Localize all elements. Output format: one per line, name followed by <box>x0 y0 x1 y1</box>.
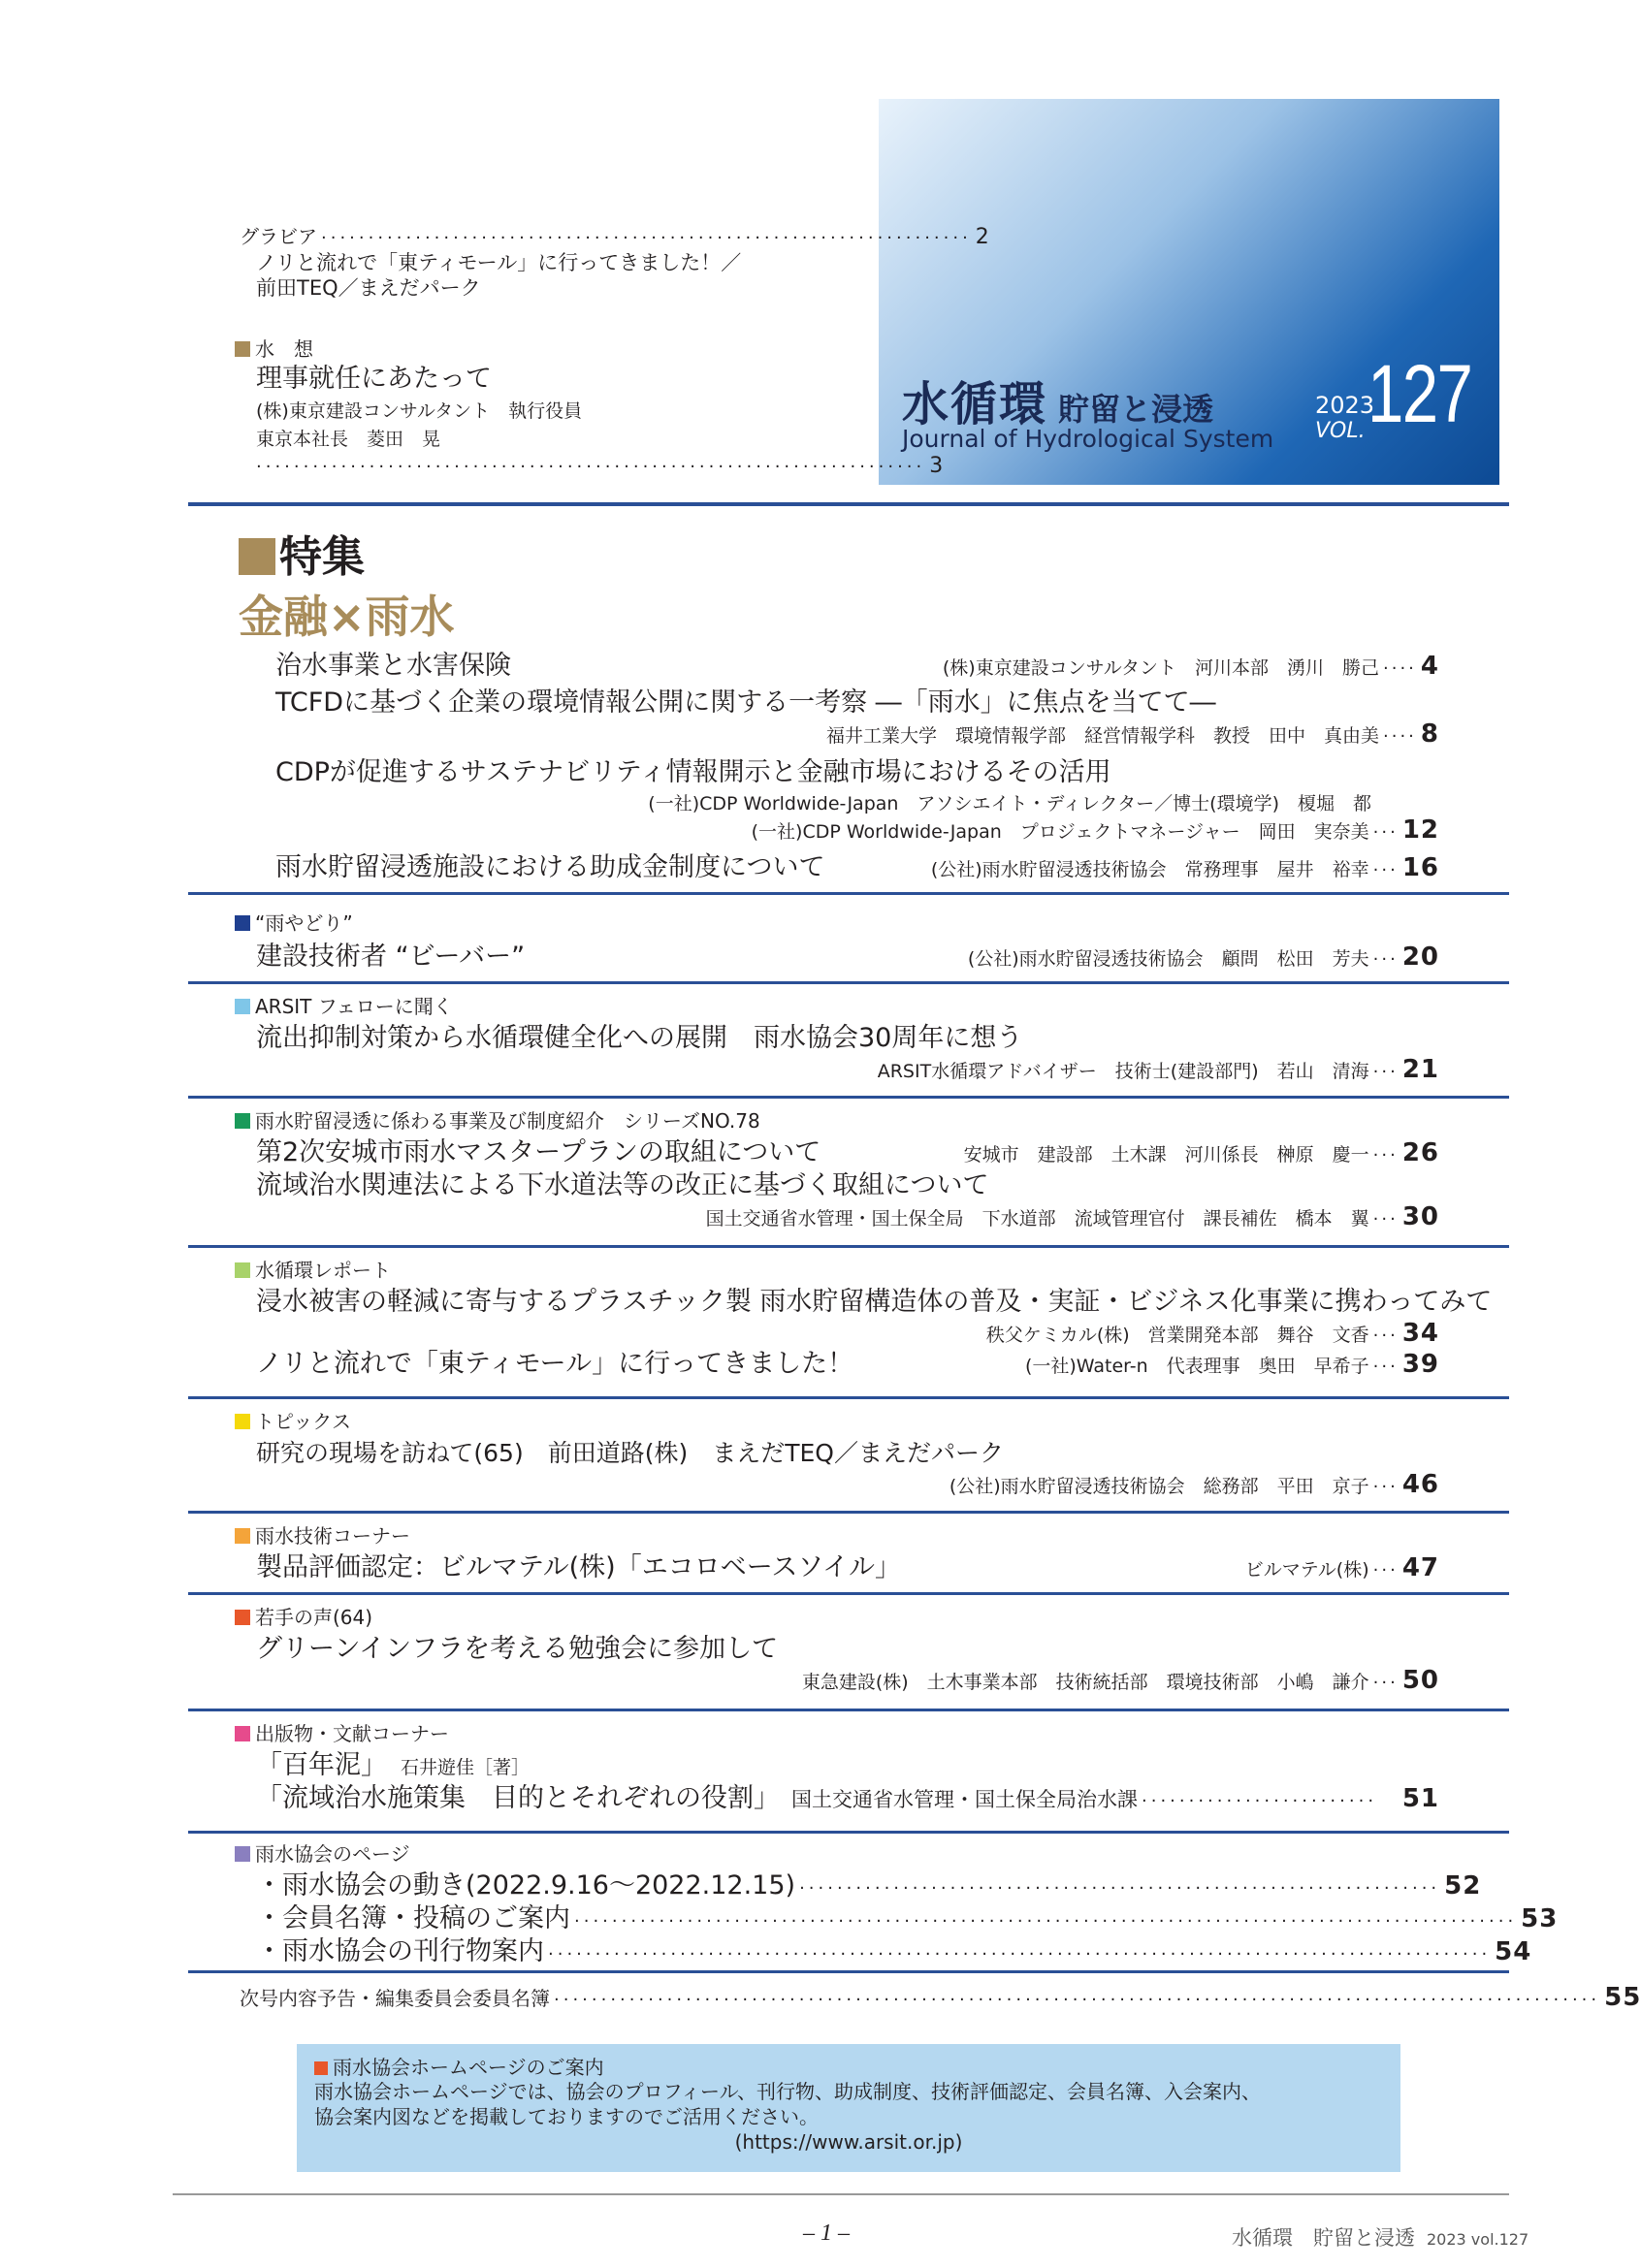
assoc-item[interactable]: ・雨水協会の刊行物案内 ···································································································· 54 <box>256 1936 1532 1966</box>
section-divider <box>188 1511 1509 1514</box>
section-divider <box>188 1096 1509 1099</box>
homepage-url[interactable]: (https://www.arsit.or.jp) <box>734 2130 963 2154</box>
section-divider <box>188 1245 1509 1248</box>
section-association[interactable]: 雨水協会のページ ・雨水協会の動き(2022.9.16〜2022.12.15) ···································································· 52 ・会員名簿・投稿のご案内 ···································································································· 53 ・雨水協会の刊行物案内 ···································································································· 54 <box>235 1842 1439 1968</box>
purple-square-icon <box>235 1846 250 1862</box>
red-square-icon <box>235 1610 250 1625</box>
section-arsit-fellow[interactable]: ARSIT フェローに聞く 流出抑制対策から水循環健全化への展開 雨水協会30周年に想う ARSIT水循環アドバイザー 技術士(建設部門) 若山 清海 ··· 21 <box>235 995 1439 1084</box>
homepage-notice: 雨水協会ホームページのご案内 雨水協会ホームページでは、協会のプロフィール、刊行物、助成制度、技術評価認定、会員名簿、入会案内、 協会案内図などを掲載しておりますのでご活用ください。 (https://www.arsit.or.jp) <box>297 2044 1400 2172</box>
journal-title: 水循環 貯留と浸透 <box>902 377 1214 431</box>
assoc-item[interactable]: ・雨水協会の動き(2022.9.16〜2022.12.15) ···································································· 52 <box>256 1870 1482 1901</box>
lightblue-square-icon <box>235 999 250 1014</box>
vol-label: VOL. <box>1315 419 1366 443</box>
section-next-issue[interactable]: 次号内容予告・編集委員会委員名簿 ··············································································································· 55 <box>240 1983 1641 2012</box>
section-divider <box>188 981 1509 984</box>
lime-square-icon <box>235 1262 250 1278</box>
orange-square-icon <box>235 1528 250 1544</box>
feature-article-1[interactable]: 治水事業と水害保険 (株)東京建設コンサルタント 河川本部 湧川 勝己 ···· 4 <box>275 651 1439 681</box>
section-divider <box>188 1831 1509 1834</box>
vol-number: 127 <box>1368 348 1472 439</box>
feature-article-2[interactable]: TCFDに基づく企業の環境情報公開に関する一考察 ―「雨水」に焦点を当てて― 福井工業大学 環境情報学部 経営情報学科 教授 田中 真由美 ···· 8 <box>275 687 1439 749</box>
feature-article-3[interactable]: CDPが促進するサステナビリティ情報開示と金融市場におけるその活用 (一社)CDP Worldwide-Japan アソシエイト・ディレクター／博士(環境学) 榎堀 都 (一社)CDP Worldwide-Japan プロジェクトマネージャー 岡田 実奈美 ··· 12 <box>275 757 1439 845</box>
section-divider <box>188 1709 1509 1711</box>
section-series[interactable]: 雨水貯留浸透に係わる事業及び制度紹介 シリーズNO.78 第2次安城市雨水マスタープランの取組について 安城市 建設部 土木課 河川係長 榊原 慶一 ··· 26 流域治水関連法による下水道法等の改正に基づく取組について 国土交通省水管理・国土保全局 下水道部 流域管理官付 課長補佐 橋本 翼 ··· 30 <box>235 1109 1439 1231</box>
brown-square-icon <box>235 341 250 357</box>
green-square-icon <box>235 1113 250 1129</box>
yellow-square-icon <box>235 1414 250 1429</box>
feature-article-4[interactable]: 雨水貯留浸透施設における助成金制度について (公社)雨水貯留浸透技術協会 常務理事 屋井 裕幸 ··· 16 <box>275 852 1439 882</box>
orange-square-icon <box>314 2061 328 2075</box>
assoc-item[interactable]: ・会員名簿・投稿のご案内 ···································································································· 53 <box>256 1903 1559 1933</box>
section-publications[interactable]: 出版物・文献コーナー 「百年泥」 石井遊佳［著］ 「流域治水施策集 目的とそれぞれの役割」 国土交通省水管理・国土保全局治水課 ························· 51 <box>235 1722 1439 1815</box>
pink-square-icon <box>235 1726 250 1741</box>
section-divider <box>188 1396 1509 1399</box>
issue-year: 2023 <box>1315 392 1375 419</box>
footer-journal-title: 水循環 貯留と浸透 2023 vol.127 <box>1232 2226 1529 2250</box>
section-divider <box>188 1970 1509 1973</box>
footer-page-number: – 1 – <box>803 2220 850 2246</box>
feature-theme: 金融×雨水 <box>239 591 455 643</box>
section-topics[interactable]: トピックス 研究の現場を訪ねて(65) 前田道路(株) まえだTEQ／まえだパーク (公社)雨水貯留浸透技術協会 総務部 平田 京子 ··· 46 <box>235 1410 1439 1499</box>
section-divider <box>188 892 1509 895</box>
footer-rule <box>173 2193 1509 2195</box>
section-amayadori[interactable]: “雨やどり” 建設技術者 “ビーバー” (公社)雨水貯留浸透技術協会 顧問 松田 芳夫 ··· 20 <box>235 911 1439 974</box>
gravure-entry[interactable]: グラビア ····································································· 2 ノリと流れで「東ティモール」に行ってきました！／ 前田TEQ／まえだパーク <box>240 225 989 300</box>
section-divider <box>188 1592 1509 1595</box>
navy-square-icon <box>235 915 250 931</box>
section-report[interactable]: 水循環レポート 浸水被害の軽減に寄与するプラスチック製 雨水貯留構造体の普及・実証・ビジネス化事業に携わってみて 秩父ケミカル(株) 営業開発本部 舞谷 文香 ··· 34 ノリと流れで「東ティモール」に行ってきました！ (一社)Water-n 代表理事 奥田 早希子 ··· 39 <box>235 1259 1439 1381</box>
suiso-entry[interactable]: 水 想 理事就任にあたって (株)東京建設コンサルタント 執行役員 東京本社長 菱田 晃 ······································································· 3 <box>235 337 802 478</box>
section-tech-corner[interactable]: 雨水技術コーナー 製品評価認定：ビルマテル(株)「エコロベースソイル」 ビルマテル(株) ··· 47 <box>235 1524 1439 1584</box>
feature-label: 特集 <box>239 522 365 584</box>
section-divider <box>188 502 1509 506</box>
journal-english-title: Journal of Hydrological System <box>902 425 1274 453</box>
section-young-voice[interactable]: 若手の声(64) グリーンインフラを考える勉強会に参加して 東急建設(株) 土木事業本部 技術統括部 環境技術部 小嶋 謙介 ··· 50 <box>235 1606 1439 1695</box>
